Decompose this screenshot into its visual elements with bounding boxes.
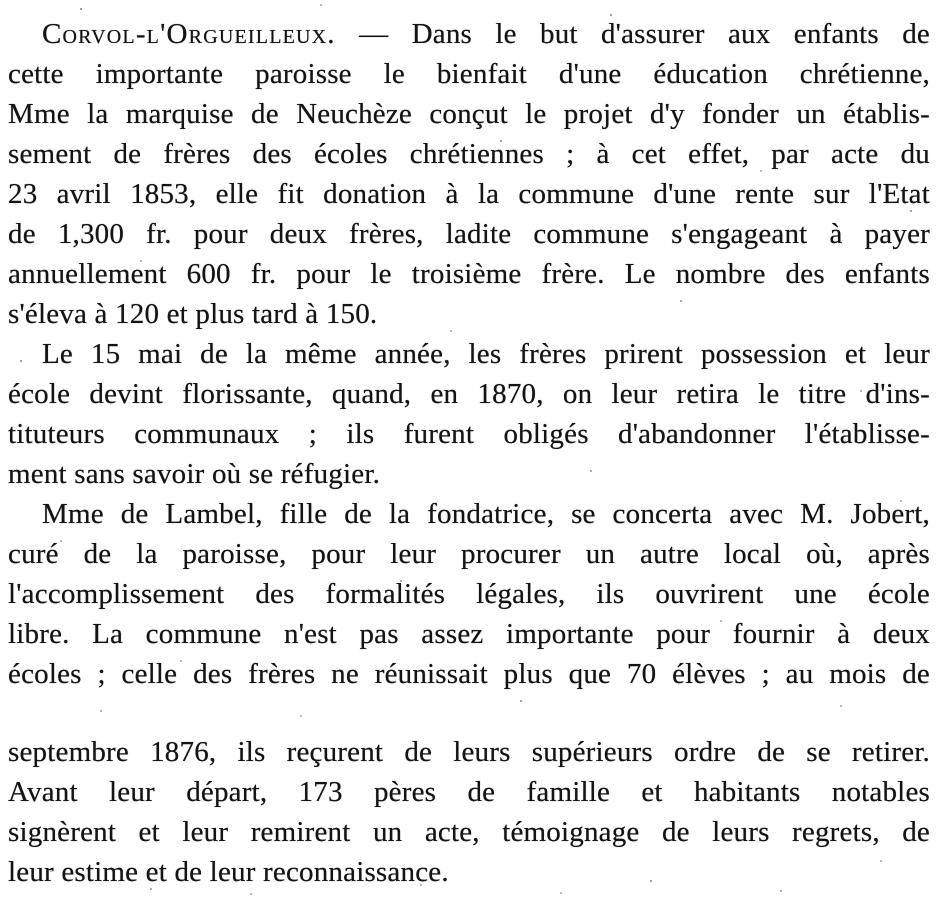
text-line: Mme la marquise de Neuchèze conçut le projet d'y fonder un établis-: [8, 98, 930, 130]
text-line: 23 avril 1853, elle fit donation à la commune d'une rente sur l'Etat: [8, 178, 930, 210]
section-heading-smallcaps: Corvol-l'Orgueilleux.: [42, 18, 336, 50]
text-line: tituteurs communaux ; ils furent obligés d'abandonner l'établisse-: [8, 418, 930, 450]
text-line: Avant leur départ, 173 pères de famille et habitants notables: [8, 776, 930, 808]
paragraph-corvol-intro: [8, 14, 930, 334]
paragraph-1870-retrait: [8, 334, 930, 494]
text-line: école devint florissante, quand, en 1870, on leur retira le titre d'ins-: [8, 378, 930, 410]
text-line: annuellement 600 fr. pour le troisième frère. Le nombre des enfants: [8, 258, 930, 290]
paragraph-depart-1876: [8, 732, 930, 892]
text-line: de 1,300 fr. pour deux frères, ladite commune s'engageant à payer: [8, 218, 930, 250]
text-line: écoles ; celle des frères ne réunissait plus que 70 élèves ; au mois de: [8, 658, 930, 690]
text-line-rest: — Dans le but d'assurer aux enfants de: [335, 18, 930, 50]
text-line: signèrent et leur remirent un acte, témoignage de leurs regrets, de: [8, 816, 930, 848]
text-line: [8, 14, 930, 54]
text-line: Le 15 mai de la même année, les frères prirent possession et leur: [42, 338, 930, 370]
text-line: ment sans savoir où se réfugier.: [8, 458, 381, 490]
text-line: sement de frères des écoles chrétiennes ; à cet effet, par acte du: [8, 138, 930, 170]
paragraph-lambel-ecole-libre: [8, 494, 930, 694]
scan-noise: [0, 0, 2, 2]
text-line: cette importante paroisse le bienfait d'une éducation chrétienne,: [8, 58, 930, 90]
text-line: l'accomplissement des formalités légales, ils ouvrirent une école: [8, 578, 930, 610]
text-line: leur estime et de leur reconnaissance.: [8, 856, 449, 888]
text-line: s'éleva à 120 et plus tard à 150.: [8, 298, 378, 330]
text-line: curé de la paroisse, pour leur procurer un autre local où, après: [8, 538, 930, 570]
text-line: libre. La commune n'est pas assez importante pour fournir à deux: [8, 618, 930, 650]
text-line: Mme de Lambel, fille de la fondatrice, se concerta avec M. Jobert,: [42, 498, 930, 530]
text-line: septembre 1876, ils reçurent de leurs supérieurs ordre de se retirer.: [8, 736, 930, 768]
